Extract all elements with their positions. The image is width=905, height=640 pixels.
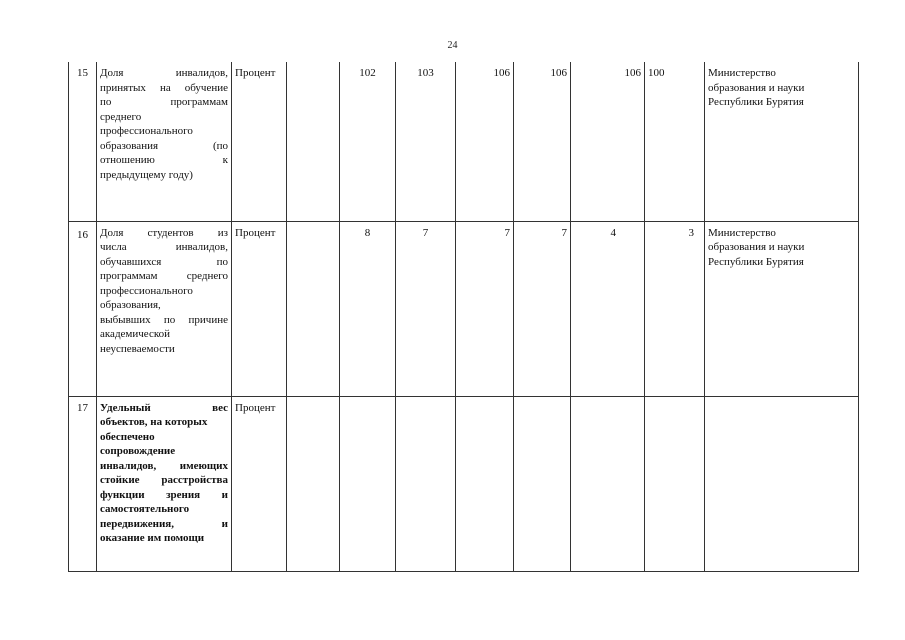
row-number: 15 [69, 62, 97, 221]
name-line: функции зрения и [100, 488, 228, 501]
row-number: 16 [69, 221, 97, 396]
responsible-org [705, 396, 859, 571]
name-line: передвижения, и [100, 517, 228, 530]
value-cell-3 [456, 396, 514, 571]
name-line: неуспеваемости [100, 342, 175, 355]
value-cell-6: 100 [645, 62, 705, 221]
base-value-cell [287, 62, 340, 221]
org-line: Министерство [708, 226, 776, 239]
indicator-name [97, 221, 232, 396]
name-line: принятых на обучение [100, 81, 228, 94]
value-cell-6: 3 [645, 221, 705, 396]
org-line: образования и науки [708, 241, 805, 253]
name-line: Доля инвалидов, [100, 67, 228, 79]
name-line: профессионального [100, 125, 193, 137]
table-row [69, 396, 859, 571]
value-cell-5: 4 [571, 221, 645, 396]
responsible-org [705, 62, 859, 221]
name-line: числа инвалидов, [100, 241, 228, 253]
name-line: профессионального [100, 284, 193, 297]
name-line: Доля студентов из [100, 226, 228, 239]
name-line: самостоятельного [100, 503, 190, 515]
value-cell-2: 7 [396, 221, 456, 396]
base-value-cell [287, 221, 340, 396]
value-cell-1: 8 [340, 221, 396, 396]
unit-cell: Процент [232, 221, 287, 396]
table-row [69, 221, 859, 396]
value-cell-1: 102 [340, 62, 396, 221]
org-line: Министерство [708, 67, 776, 79]
indicators-table [68, 62, 859, 572]
name-line: обеспечено [100, 430, 155, 443]
unit-cell: Процент [232, 62, 287, 221]
name-line: оказание им помощи [100, 532, 205, 544]
name-line: выбывших по причине [100, 313, 228, 326]
value-cell-4 [514, 396, 571, 571]
value-cell-3: 106 [456, 62, 514, 221]
value-cell-1 [340, 396, 396, 571]
value-cell-4: 106 [514, 62, 571, 221]
name-line: обучавшихся по [100, 255, 228, 268]
table-row [69, 62, 859, 221]
org-line: Республики Бурятия [708, 255, 804, 268]
name-line: по программам [100, 96, 228, 108]
name-line: образования (по [100, 139, 228, 152]
row-number: 17 [69, 396, 97, 571]
name-line: программам среднего [100, 270, 228, 282]
name-line: академической [100, 328, 171, 340]
value-cell-2: 103 [396, 62, 456, 221]
name-line: сопровождение [100, 445, 176, 457]
value-cell-6 [645, 396, 705, 571]
org-line: образования и науки [708, 81, 805, 94]
name-line: инвалидов, имеющих [100, 459, 228, 472]
value-cell-4: 7 [514, 221, 571, 396]
name-line: отношению к [100, 154, 228, 166]
unit-cell: Процент [232, 396, 287, 571]
name-line: образования, [100, 299, 161, 311]
responsible-org [705, 221, 859, 396]
page-number: 24 [447, 40, 458, 51]
indicator-name [97, 396, 232, 571]
value-cell-5: 106 [571, 62, 645, 221]
name-line: среднего [100, 110, 142, 123]
value-cell-2 [396, 396, 456, 571]
value-cell-5 [571, 396, 645, 571]
value-cell-3: 7 [456, 221, 514, 396]
name-line: объектов, на которых [100, 416, 208, 428]
base-value-cell [287, 396, 340, 571]
org-line: Республики Бурятия [708, 96, 804, 108]
name-line: стойкие расстройства [100, 474, 228, 486]
name-line: предыдущему году) [100, 168, 193, 181]
indicator-name [97, 62, 232, 221]
name-line: Удельный вес [100, 401, 228, 414]
